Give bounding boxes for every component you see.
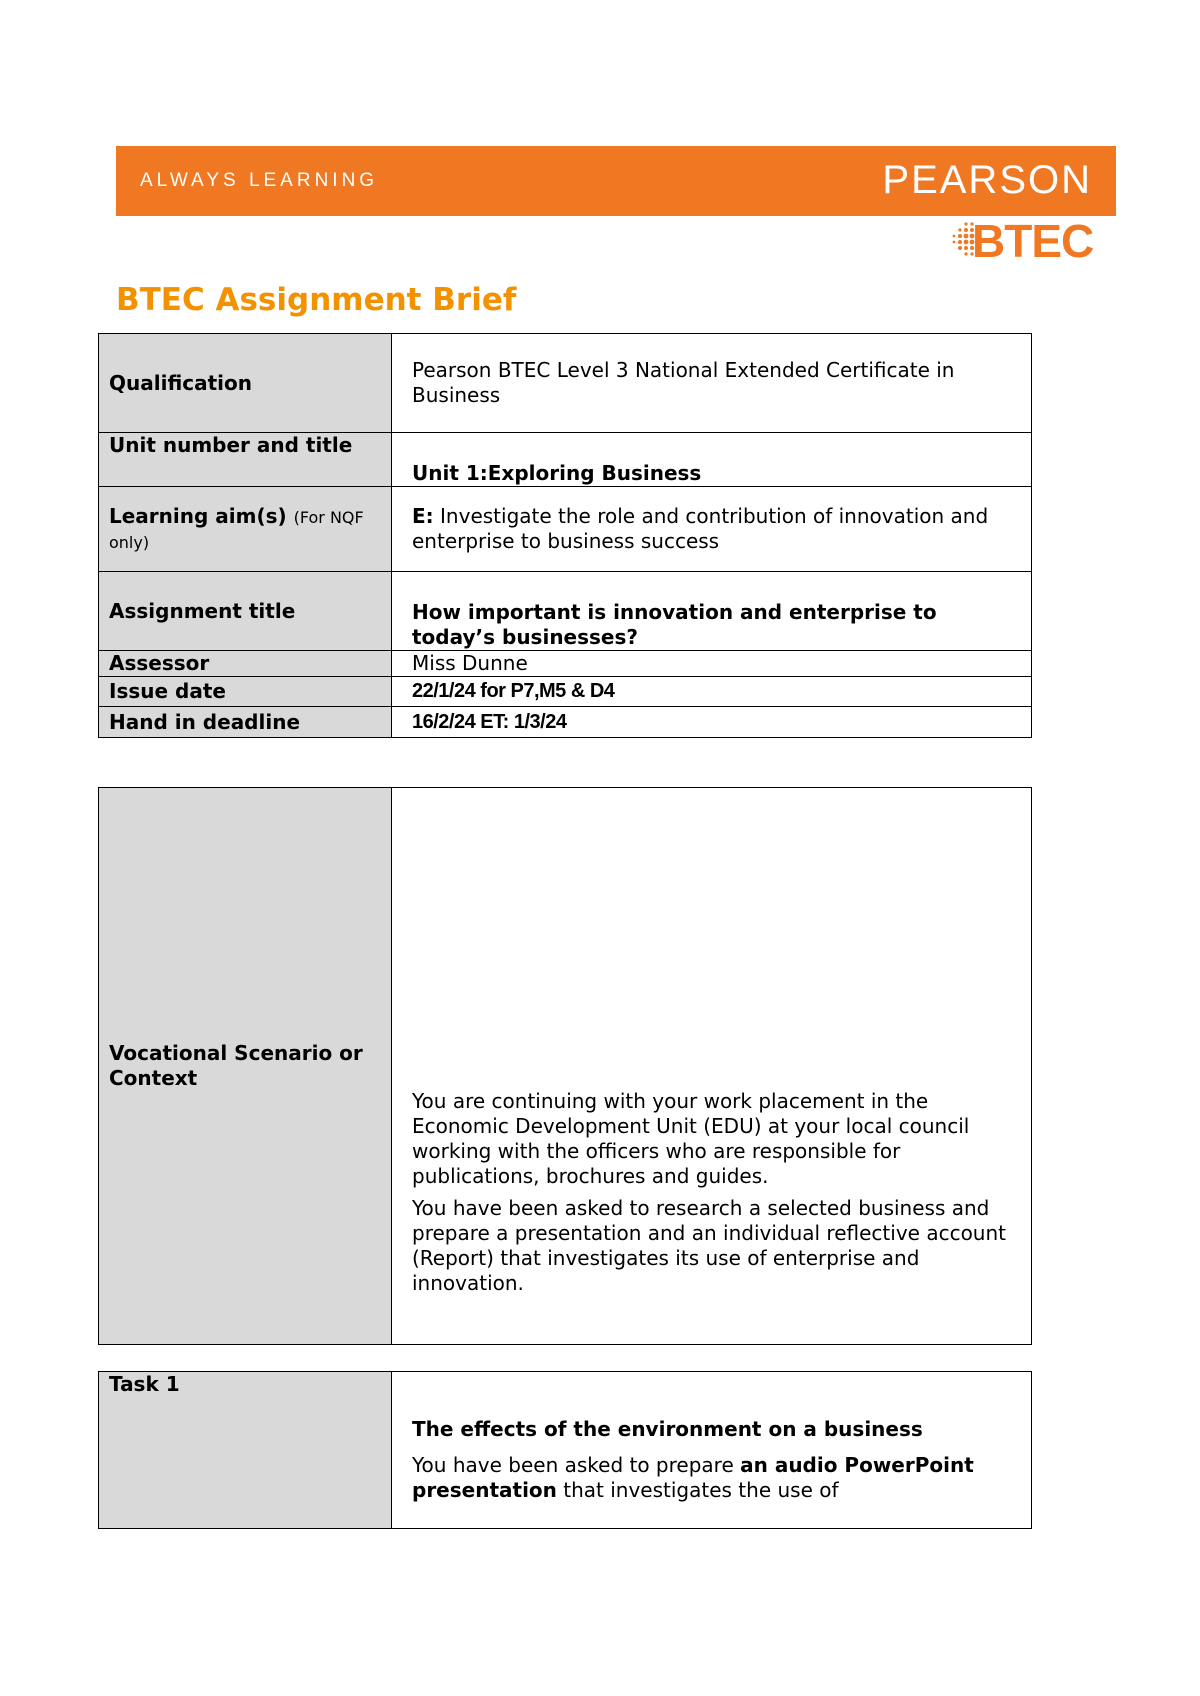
learning-aim-value-cell (392, 487, 1032, 572)
task1-content (392, 1372, 1032, 1529)
row-assignment-title (99, 572, 1032, 651)
task1-table (98, 1371, 1032, 1529)
row-issue-date (99, 677, 1032, 707)
scenario-paragraph-2: You have been asked to research a selected business and prepare a presentation and an individual reflective account (Report) that investigates its use of enterprise and innovation. (412, 1196, 1006, 1295)
deadline-value: 16/2/24 ET: 1/3/24 (392, 707, 1032, 738)
assignment-details-table (98, 333, 1032, 738)
deadline-label: Hand in deadline (99, 707, 392, 738)
row-unit (99, 433, 1032, 487)
banner-tagline: ALWAYS LEARNING (140, 170, 379, 191)
unit-value: Unit 1:Exploring Business (392, 433, 1032, 487)
learning-aim-code: E: (412, 504, 434, 528)
assignment-title-value: How important is innovation and enterprise to today’s businesses? (392, 572, 1032, 651)
task1-text-end: that investigates the use of (556, 1478, 839, 1502)
task1-text-bold: an audio PowerPoint presentation (412, 1453, 974, 1502)
scenario-label: Vocational Scenario or Context (99, 788, 392, 1345)
scenario-paragraph-1: You are continuing with your work placement in the Economic Development Unit (EDU) at your local council working with the officers who are responsible for publications, brochures and guides. (412, 1089, 970, 1188)
btec-logo (946, 214, 1116, 267)
document-title: BTEC Assignment Brief (116, 282, 517, 318)
learning-aim-note: (For NQF only) (109, 508, 364, 552)
row-task1 (99, 1372, 1032, 1529)
learning-aim-value: Investigate the role and contribution of innovation and enterprise to business success (412, 504, 989, 553)
scenario-content (392, 788, 1032, 1345)
scenario-table (98, 787, 1032, 1345)
assignment-title-label: Assignment title (99, 572, 392, 651)
task1-label: Task 1 (99, 1372, 392, 1529)
row-qualification (99, 334, 1032, 433)
learning-aim-label: Learning aim(s) (109, 504, 287, 528)
qualification-label: Qualification (99, 334, 392, 433)
qualification-value: Pearson BTEC Level 3 National Extended Certificate in Business (392, 334, 1032, 433)
issue-date-label: Issue date (99, 677, 392, 707)
task1-text (412, 1453, 1021, 1503)
assessor-value: Miss Dunne (392, 651, 1032, 677)
pearson-banner (116, 146, 1116, 216)
pearson-logo: PEARSON (882, 158, 1092, 202)
issue-date-value: 22/1/24 for P7,M5 & D4 (392, 677, 1032, 707)
task1-heading: The effects of the environment on a business (412, 1417, 923, 1441)
row-scenario (99, 788, 1032, 1345)
row-learning-aim (99, 487, 1032, 572)
task1-text-start: You have been asked to prepare (412, 1453, 741, 1477)
learning-aim-label-cell (99, 487, 392, 572)
row-deadline (99, 707, 1032, 738)
row-assessor (99, 651, 1032, 677)
assessor-label: Assessor (99, 651, 392, 677)
unit-label: Unit number and title (99, 433, 392, 487)
btec-logo-text: BTEC (972, 215, 1094, 267)
